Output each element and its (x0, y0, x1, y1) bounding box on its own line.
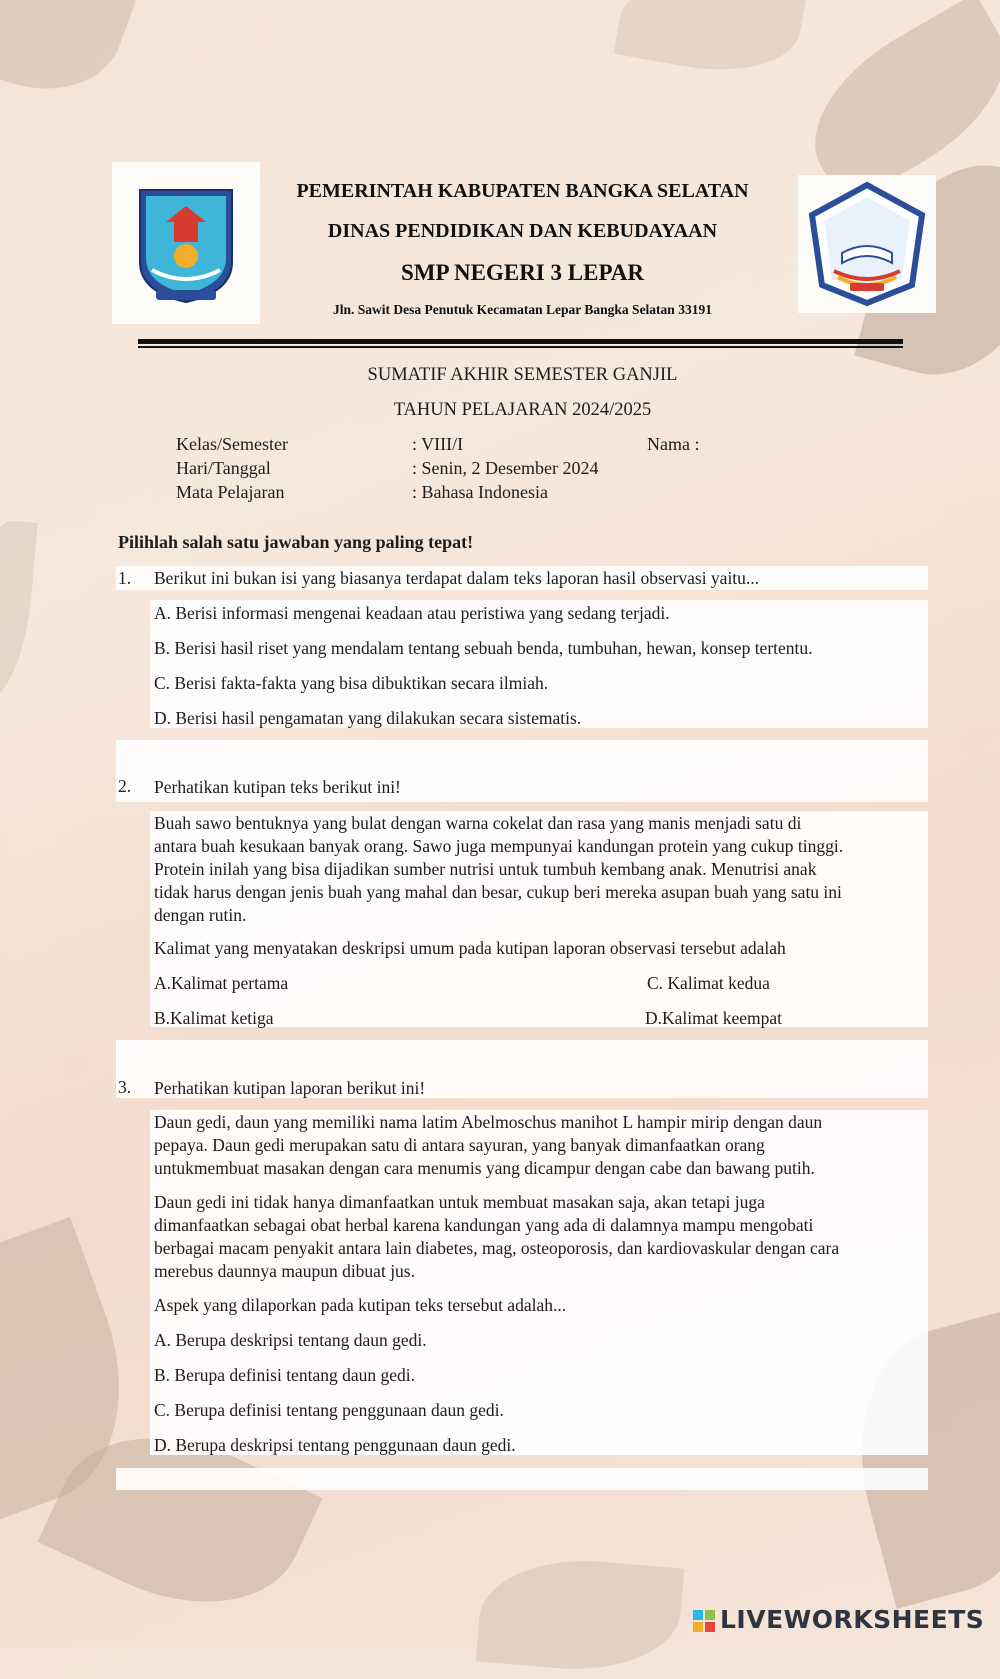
subject-label: Mata Pelajaran (176, 482, 285, 502)
school-address: Jln. Sawit Desa Penutuk Kecamatan Lepar Bangka Selatan 33191 (333, 302, 712, 317)
option-b[interactable]: B. Berisi hasil riset yang mendalam tentang sebuah benda, tumbuhan, hewan, konsep tertentu. (154, 638, 813, 658)
question-prompt: Kalimat yang menyatakan deskripsi umum pada kutipan laporan observasi tersebut adalah (154, 938, 786, 958)
header-divider-thin (138, 346, 903, 348)
government-heading: PEMERINTAH KABUPATEN BANGKA SELATAN (296, 180, 749, 202)
header-divider (138, 339, 903, 344)
decorative-leaf (614, 0, 807, 85)
question-number: 3. (118, 1077, 132, 1097)
passage-line: Protein inilah yang bisa dijadikan sumber nutrisi untuk tumbuh kembang anak. Menutrisi anak (154, 859, 817, 879)
passage-line: Daun gedi, daun yang memiliki nama latim Abelmoschus manihot L hampir mirip dengan daun (154, 1112, 823, 1132)
option-a[interactable]: A.Kalimat pertama (154, 973, 289, 993)
passage-line: berbagai macam penyakit antara lain diabetes, mag, osteoporosis, dan kardiovaskular dengan cara (154, 1238, 840, 1258)
name-label: Nama : (647, 434, 700, 454)
instruction: Pilihlah salah satu jawaban yang paling tepat! (118, 532, 474, 552)
option-d[interactable]: D.Kalimat keempat (645, 1008, 783, 1028)
school-name: SMP NEGERI 3 LEPAR (400, 260, 645, 285)
liveworksheets-icon (693, 1610, 715, 1632)
liveworksheets-watermark: LIVEWORKSHEETS (720, 1605, 985, 1634)
option-b[interactable]: B. Berupa definisi tentang daun gedi. (154, 1365, 415, 1385)
day-label: Hari/Tanggal (176, 458, 271, 478)
exam-title: SUMATIF AKHIR SEMESTER GANJIL (367, 365, 678, 385)
option-c[interactable]: C. Kalimat kedua (647, 973, 770, 993)
question-number: 1. (118, 568, 132, 588)
decorative-leaf (0, 0, 136, 114)
passage-line: dengan rutin. (154, 905, 247, 925)
regency-logo (112, 162, 260, 324)
question-text: Perhatikan kutipan teks berikut ini! (154, 777, 401, 797)
passage-line: untukmembuat masakan dengan cara menumis yang dicampur dengan cabe dan bawang putih. (154, 1158, 815, 1178)
decorative-leaf (476, 1551, 685, 1678)
spacer-panel (116, 1468, 928, 1490)
passage-line: dimanfaatkan sebagai obat herbal karena kandungan yang ada di dalamnya mampu mengobati (154, 1215, 814, 1235)
subject-value: : Bahasa Indonesia (412, 482, 548, 502)
question-text: Perhatikan kutipan laporan berikut ini! (154, 1078, 426, 1098)
school-logo (798, 175, 936, 313)
day-value: : Senin, 2 Desember 2024 (412, 458, 599, 478)
passage-line: antara buah kesukaan banyak orang. Sawo juga mempunyai kandungan protein yang cukup tinggi. (154, 836, 844, 856)
exam-year: TAHUN PELAJARAN 2024/2025 (393, 400, 652, 420)
passage-line: merebus daunnya maupun dibuat jus. (154, 1261, 415, 1281)
passage-line: tidak harus dengan jenis buah yang mahal dan besar, cukup beri mereka asupan buah yang satu ini (154, 882, 842, 902)
option-c[interactable]: C. Berisi fakta-fakta yang bisa dibuktikan secara ilmiah. (154, 673, 549, 693)
question-prompt: Aspek yang dilaporkan pada kutipan teks tersebut adalah... (154, 1295, 567, 1315)
option-c[interactable]: C. Berupa definisi tentang penggunaan daun gedi. (154, 1400, 504, 1420)
question-text: Berikut ini bukan isi yang biasanya terdapat dalam teks laporan hasil observasi yaitu... (154, 568, 760, 588)
question-number: 2. (118, 776, 132, 796)
option-d[interactable]: D. Berupa deskripsi tentang penggunaan daun gedi. (154, 1435, 516, 1455)
option-d[interactable]: D. Berisi hasil pengamatan yang dilakukan secara sistematis. (154, 708, 582, 728)
passage-line: pepaya. Daun gedi merupakan satu di antara sayuran, yang banyak dimanfaatkan orang (154, 1135, 765, 1155)
passage-line: Daun gedi ini tidak hanya dimanfaatkan untuk membuat masakan saja, akan tetapi juga (154, 1192, 765, 1212)
class-value: : VIII/I (412, 434, 464, 454)
option-a[interactable]: A. Berisi informasi mengenai keadaan atau peristiwa yang sedang terjadi. (154, 603, 670, 623)
option-a[interactable]: A. Berupa deskripsi tentang daun gedi. (154, 1330, 427, 1350)
class-label: Kelas/Semester (176, 434, 288, 454)
option-b[interactable]: B.Kalimat ketiga (154, 1008, 274, 1028)
decorative-leaf (0, 518, 38, 703)
department-heading: DINAS PENDIDIKAN DAN KEBUDAYAAN (327, 220, 718, 242)
passage-line: Buah sawo bentuknya yang bulat dengan warna cokelat dan rasa yang manis menjadi satu di (154, 813, 802, 833)
